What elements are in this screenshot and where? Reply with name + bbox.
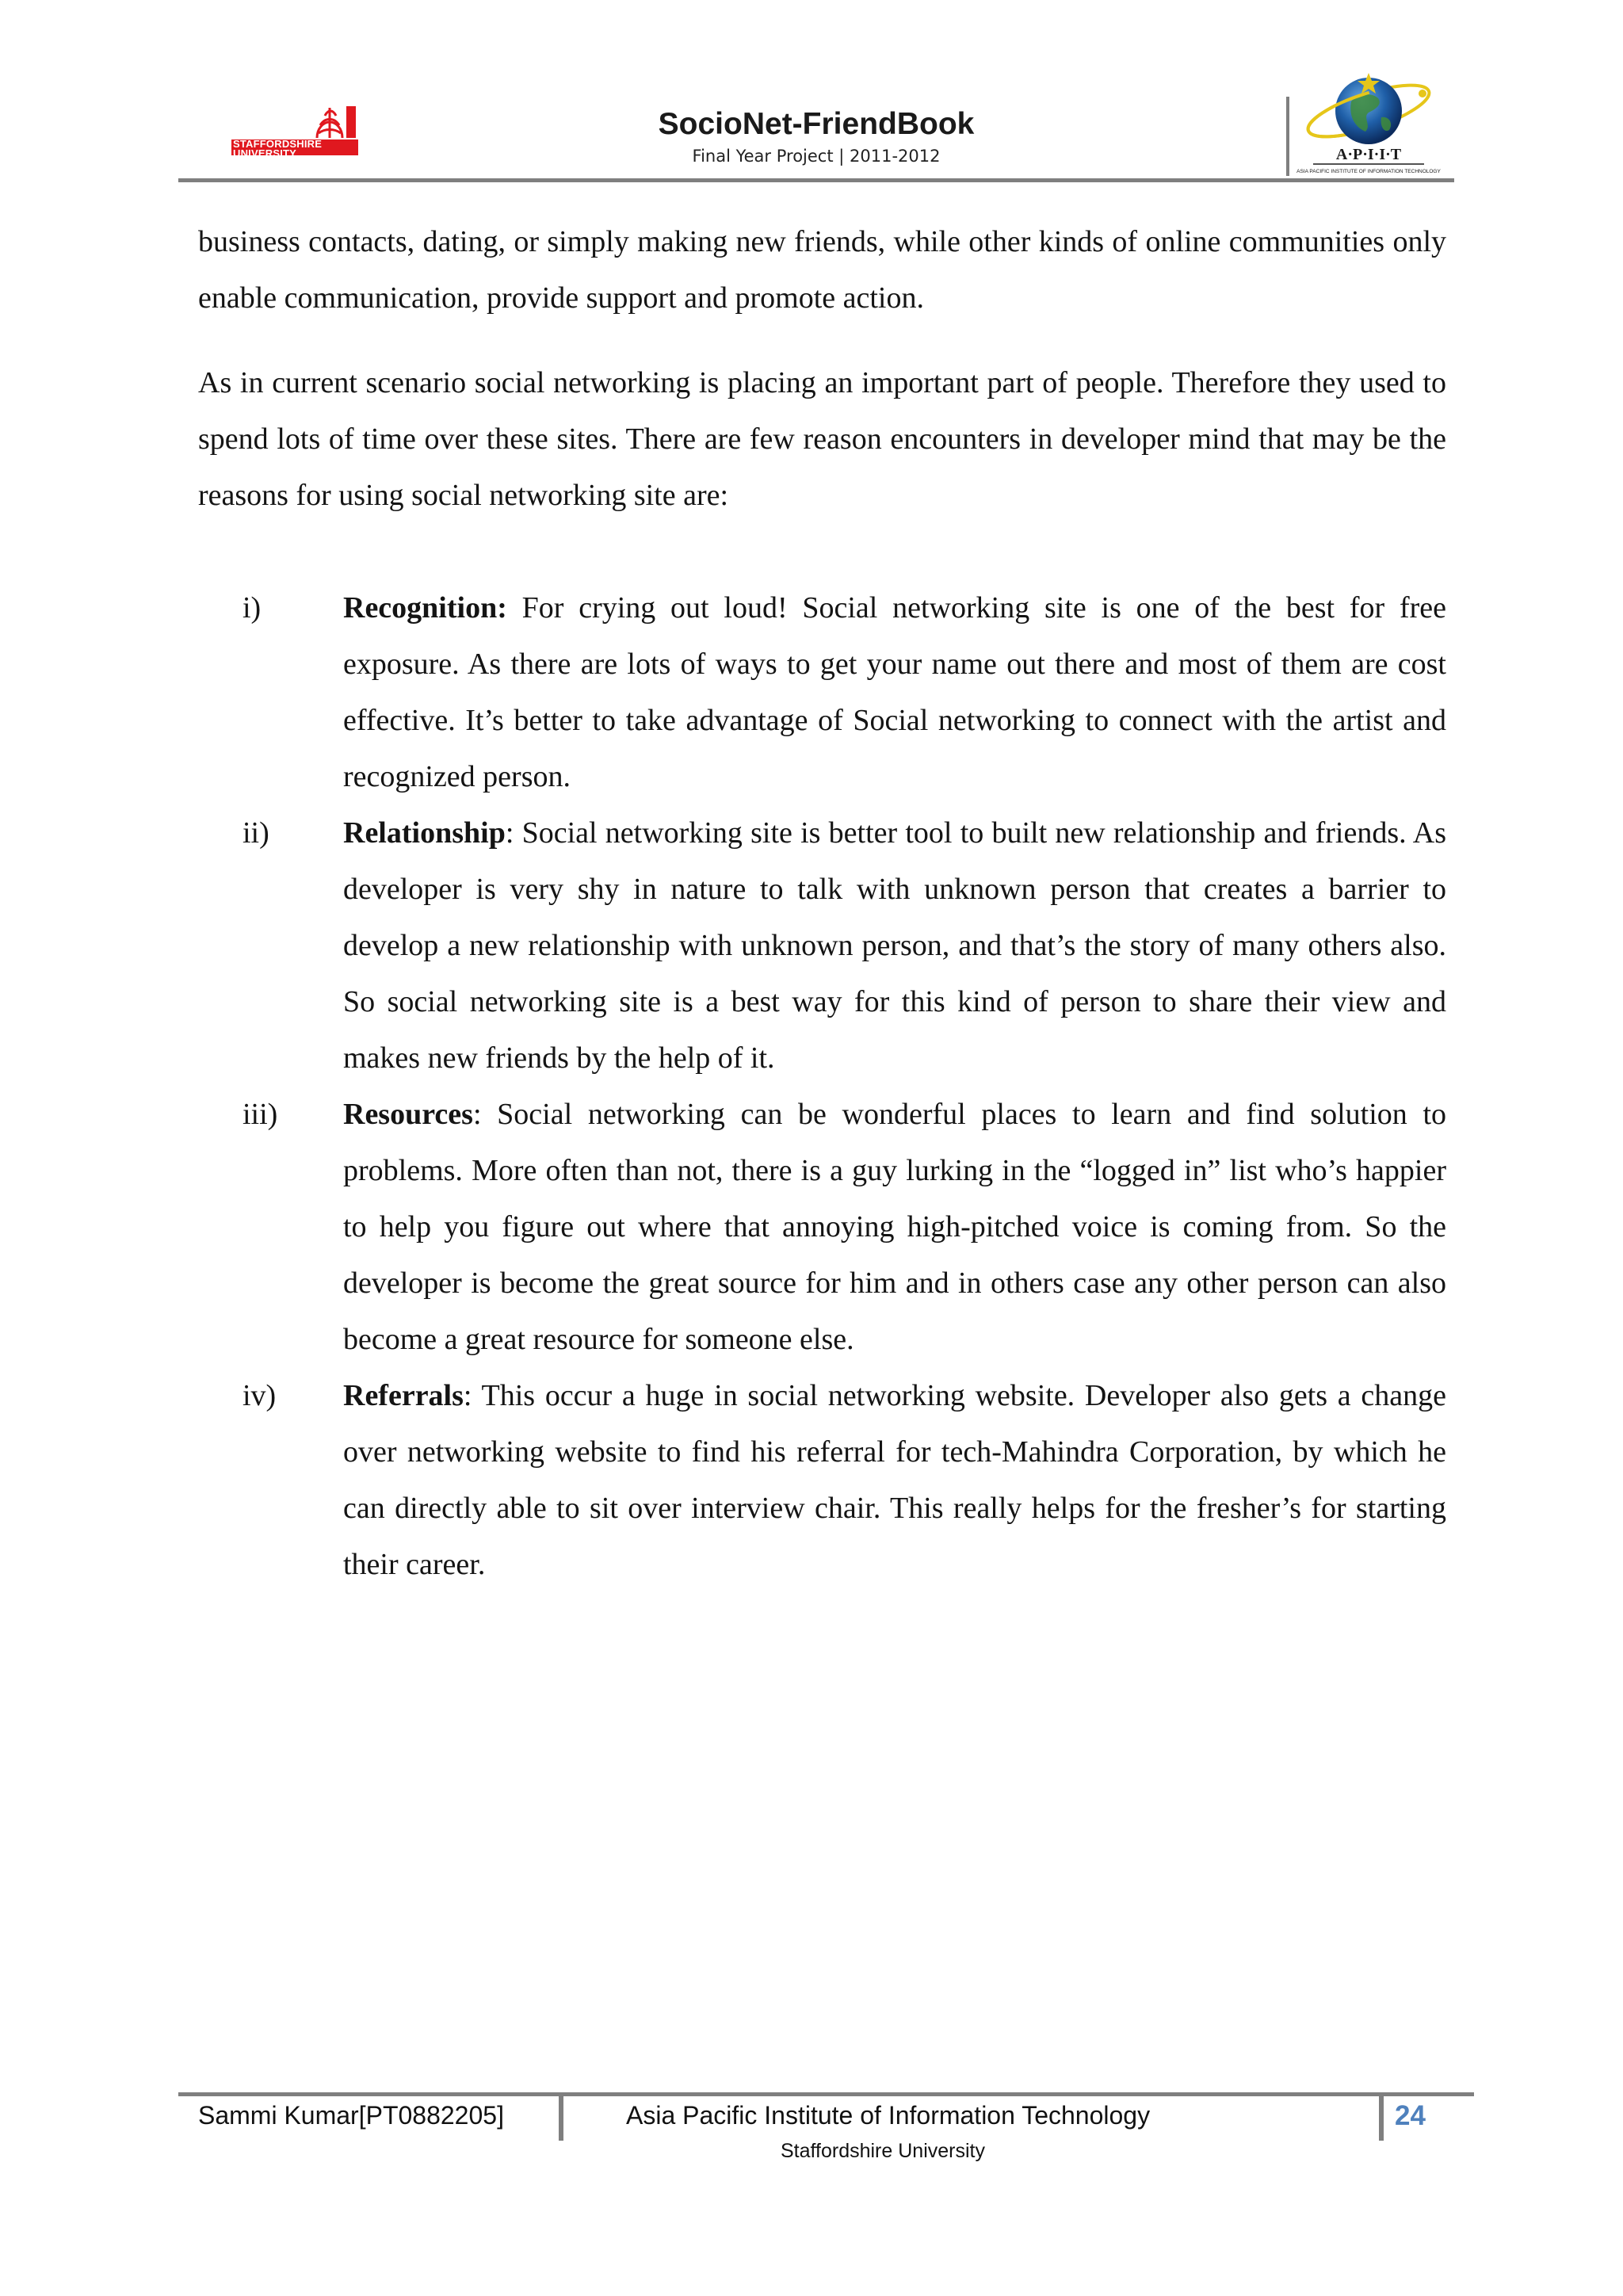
paragraph-continuation: business contacts, dating, or simply making new friends, while other kinds of online communities only enable communication, provide support and promote action. [198, 225, 1446, 315]
apiit-tagline: ASIA PACIFIC INSTITUTE OF INFORMATION TECHNOLOGY [1296, 169, 1441, 174]
list-term: Relationship [343, 816, 506, 850]
footer-divider-right [1379, 2096, 1384, 2141]
list-text: : This occur a huge in social networking website. Developer also gets a change over networking website to find his referral for tech-Mahindra Corporation, by which he can directly able to sit over interview chair. This really helps for the fresher’s for starting their career. [343, 1379, 1446, 1581]
footer-institute: Asia Pacific Institute of Information Technology [626, 2101, 1151, 2130]
list-term: Referrals [343, 1379, 464, 1412]
paragraph-intro: As in current scenario social networking is placing an important part of people. Therefore they used to spend lots of time over these sites. There are few reason encounters in developer mind that may be the reasons for using social networking site are: [198, 366, 1446, 512]
footer-author: Sammi Kumar[PT0882205] [198, 2101, 504, 2130]
list-number: i) [242, 591, 262, 625]
list-term: Resources [343, 1098, 473, 1131]
staffordshire-knot-icon [231, 105, 358, 139]
header-divider [1286, 97, 1289, 176]
list-text: : Social networking can be wonderful places to learn and find solution to problems. More often than not, there is a guy lurking in the “logged in” list who’s happier to help you figure out where that annoying high-pitched voice is coming from. So the developer is become the great source for him and in others case any other person can also become a great resource for someone else. [343, 1098, 1446, 1356]
staffordshire-logo [231, 105, 358, 162]
footer-rule [178, 2092, 1474, 2096]
apiit-brand-text: A·P·I·I·T [1335, 146, 1402, 163]
document-title: SocioNet-FriendBook [658, 107, 975, 141]
document-subtitle: Final Year Project | 2011-2012 [692, 147, 941, 166]
reasons-list [198, 580, 1446, 1593]
page-number: 24 [1395, 2100, 1426, 2131]
list-text: For crying out loud! Social networking site is one of the best for free exposure. As there are lots of ways to get your name out there and most of them are cost effective. It’s better to take advantage of Social networking to connect with the artist and recognized person. [343, 591, 1446, 793]
list-number: iv) [242, 1379, 277, 1412]
header-rule [178, 178, 1454, 182]
footer-university: Staffordshire University [781, 2140, 985, 2162]
list-text: : Social networking site is better tool to built new relationship and friends. As developer is very shy in nature to talk with unknown person that creates a barrier to develop a new relationship with unknown person, and that’s the story of many others also. So social networking site is a best way for this kind of person to share their view and makes new friends by the help of it. [343, 816, 1446, 1075]
list-item-relationship [198, 805, 1446, 1087]
footer-divider-left [559, 2096, 563, 2141]
list-term: Recognition: [343, 591, 507, 625]
list-item-referrals [198, 1368, 1446, 1593]
page-content [198, 214, 1446, 1593]
page-header [178, 70, 1454, 181]
list-item-resources [198, 1087, 1446, 1368]
apiit-globe-logo-icon [1296, 70, 1454, 181]
staffordshire-logo-text: STAFFORDSHIRE UNIVERSITY [233, 138, 323, 159]
list-item-recognition [198, 580, 1446, 805]
list-number: ii) [242, 816, 269, 850]
list-number: iii) [242, 1098, 278, 1131]
